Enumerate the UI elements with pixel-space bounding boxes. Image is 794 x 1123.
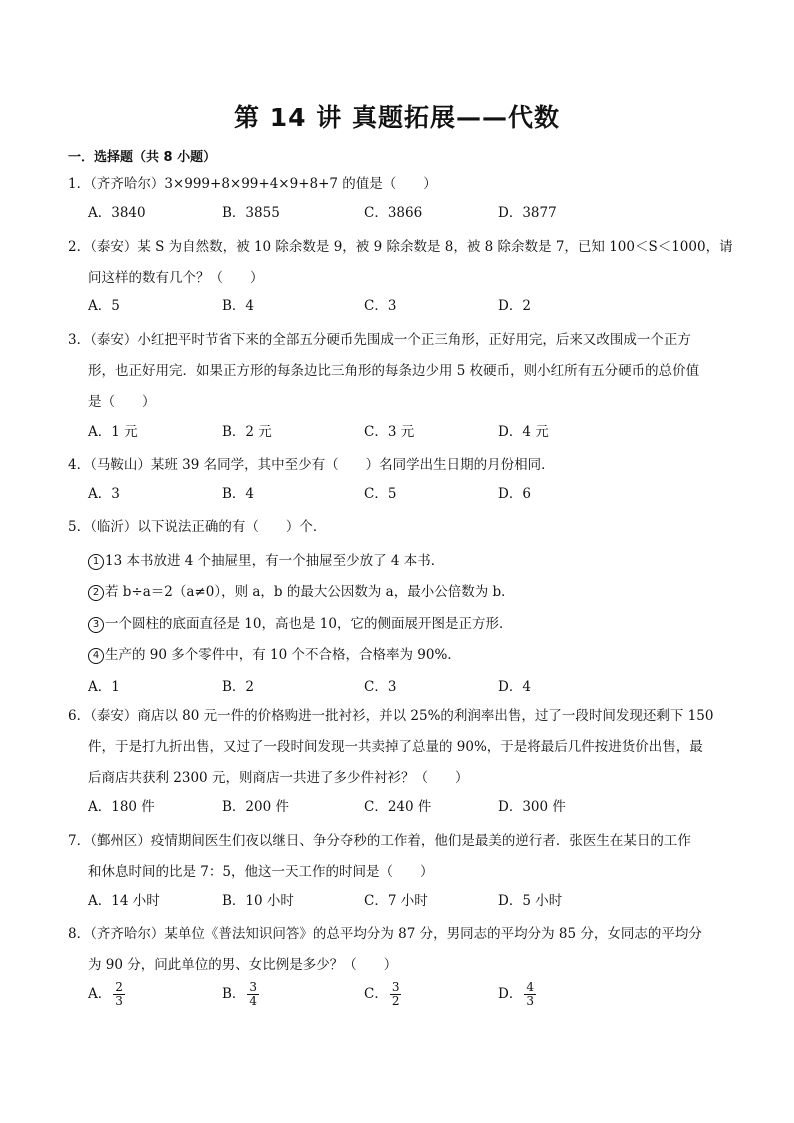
option-d bbox=[498, 981, 536, 1008]
question-2-options bbox=[88, 294, 728, 324]
statement-text: 若 b÷a＝2（a≠0），则 a，b 的最大公因数为 a，最小公倍数为 b． bbox=[105, 584, 515, 600]
option-b: B．2 bbox=[222, 679, 255, 695]
question-6-line-2: 件，于是打九折出售，又过了一段时间发现一共卖掉了总量的 90%，于是将最后几件按进货价出售，最 bbox=[88, 739, 703, 755]
circled-number: 4 bbox=[88, 648, 104, 664]
option-a: A．3840 bbox=[88, 205, 146, 221]
question-8-options bbox=[88, 981, 728, 1021]
statement-text: 生产的 90 多个零件中，有 10 个不合格，合格率为 90%． bbox=[105, 647, 461, 663]
question-2-line-2: 问这样的数有几个？（ ） bbox=[88, 270, 264, 286]
question-8-line-1: 8．（齐齐哈尔）某单位《普法知识问答》的总平均分为 87 分，男同志的平均分为 85 分，女同志的平均分 bbox=[68, 926, 702, 942]
option-label: B． bbox=[222, 986, 246, 1002]
fraction bbox=[247, 981, 259, 1008]
fraction bbox=[390, 981, 402, 1008]
denominator: 3 bbox=[115, 994, 123, 1008]
option-d: D．2 bbox=[498, 298, 531, 314]
question-6 bbox=[68, 701, 724, 794]
numerator: 3 bbox=[391, 980, 400, 994]
question-3-options bbox=[88, 420, 728, 450]
question-4 bbox=[68, 450, 724, 481]
option-b: B．2 元 bbox=[222, 424, 272, 440]
fraction bbox=[524, 981, 536, 1008]
circled-number: 1 bbox=[88, 554, 104, 570]
option-a: A．1 bbox=[88, 679, 120, 695]
question-3-line-2: 形，也正好用完．如果正方形的每条边比三角形的每条边少用 5 枚硬币，则小红所有五分硬币的总价值 bbox=[88, 363, 700, 379]
question-8 bbox=[68, 919, 724, 981]
question-1 bbox=[68, 169, 724, 200]
numerator: 3 bbox=[249, 980, 258, 994]
question-6-options bbox=[88, 795, 728, 825]
option-b: B．200 件 bbox=[222, 799, 289, 815]
denominator: 3 bbox=[526, 994, 534, 1008]
statement-2 bbox=[88, 580, 515, 601]
statement-text: 13 本书放进 4 个抽屉里，有一个抽屉至少放了 4 本书． bbox=[105, 553, 445, 569]
option-c bbox=[364, 981, 401, 1008]
option-a: A．180 件 bbox=[88, 799, 155, 815]
option-label: D． bbox=[498, 986, 523, 1002]
option-label: A． bbox=[88, 986, 112, 1002]
option-d: D．6 bbox=[498, 486, 531, 502]
question-7-options bbox=[88, 889, 728, 919]
statement-3 bbox=[88, 612, 512, 633]
statement-1 bbox=[88, 549, 444, 570]
option-c: C．3 bbox=[364, 679, 397, 695]
question-7-line-1: 7．（鄞州区）疫情期间医生们夜以继日、争分夺秒的工作着，他们是最美的逆行者．张医生在某日的工作 bbox=[68, 833, 691, 849]
option-c: C．7 小时 bbox=[364, 893, 428, 909]
fraction bbox=[113, 981, 125, 1008]
denominator: 4 bbox=[249, 994, 258, 1008]
numerator: 4 bbox=[526, 980, 534, 994]
option-b: B．4 bbox=[222, 486, 255, 502]
question-5-line-1: 5．（临沂）以下说法正确的有（ ）个． bbox=[68, 519, 327, 535]
option-b: B．3855 bbox=[222, 205, 280, 221]
option-a: A．5 bbox=[88, 298, 120, 314]
question-2-line-1: 2．（泰安）某 S 为自然数，被 10 除余数是 9，被 9 除余数是 8，被 8 除余数是 7，已知 100＜S＜1000，请 bbox=[68, 239, 733, 255]
option-d: D．3877 bbox=[498, 205, 557, 221]
question-3 bbox=[68, 325, 724, 418]
statement-text: 一个圆柱的底面直径是 10，高也是 10，它的侧面展开图是正方形． bbox=[105, 616, 513, 632]
question-8-line-2: 为 90 分，问此单位的男、女比例是多少？（ ） bbox=[88, 957, 398, 973]
option-c: C．3866 bbox=[364, 205, 423, 221]
circled-number: 2 bbox=[88, 585, 104, 601]
option-b: B．4 bbox=[222, 298, 255, 314]
question-4-line-1: 4．（马鞍山）某班 39 名同学，其中至少有（ ）名同学出生日期的月份相同． bbox=[68, 457, 555, 473]
option-c: C．3 元 bbox=[364, 424, 415, 440]
option-d: D．4 元 bbox=[498, 424, 549, 440]
option-c: C．240 件 bbox=[364, 799, 432, 815]
circled-number: 3 bbox=[88, 617, 104, 633]
denominator: 2 bbox=[391, 994, 400, 1008]
option-b bbox=[222, 981, 259, 1008]
page-title: 第 14 讲 真题拓展——代数 bbox=[234, 103, 560, 132]
option-a bbox=[88, 981, 125, 1008]
statement-4 bbox=[88, 643, 461, 664]
option-d: D．5 小时 bbox=[498, 893, 563, 909]
option-a: A．14 小时 bbox=[88, 893, 160, 909]
option-c: C．3 bbox=[364, 298, 397, 314]
option-d: D．300 件 bbox=[498, 799, 566, 815]
question-2 bbox=[68, 232, 733, 294]
question-1-options bbox=[88, 201, 728, 231]
question-7 bbox=[68, 826, 724, 888]
numerator: 2 bbox=[115, 980, 123, 994]
question-3-line-1: 3．（泰安）小红把平时节省下来的全部五分硬币先围成一个正三角形，正好用完，后来又改围成一个正方 bbox=[68, 332, 691, 348]
question-7-line-2: 和休息时间的比是 7：5，他这一天工作的时间是（ ） bbox=[88, 864, 434, 880]
question-6-line-1: 6．（泰安）商店以 80 元一件的价格购进一批衬衫，并以 25%的利润率出售，过了一段时间发现还剩下 150 bbox=[68, 708, 714, 724]
option-label: C． bbox=[364, 986, 388, 1002]
option-b: B．10 小时 bbox=[222, 893, 294, 909]
question-5 bbox=[68, 512, 724, 543]
question-1-line-1: 1．（齐齐哈尔）3×999+8×99+4×9+8+7 的值是（ ） bbox=[68, 176, 437, 192]
option-c: C．5 bbox=[364, 486, 397, 502]
option-a: A．1 元 bbox=[88, 424, 138, 440]
option-d: D．4 bbox=[498, 679, 531, 695]
question-4-options bbox=[88, 482, 728, 512]
option-a: A．3 bbox=[88, 486, 120, 502]
question-6-line-3: 后商店共获利 2300 元，则商店一共进了多少件衬衫？（ ） bbox=[88, 770, 469, 786]
section-heading: 一．选择题（共 8 小题） bbox=[68, 150, 217, 165]
question-3-line-3: 是（ ） bbox=[88, 394, 156, 410]
